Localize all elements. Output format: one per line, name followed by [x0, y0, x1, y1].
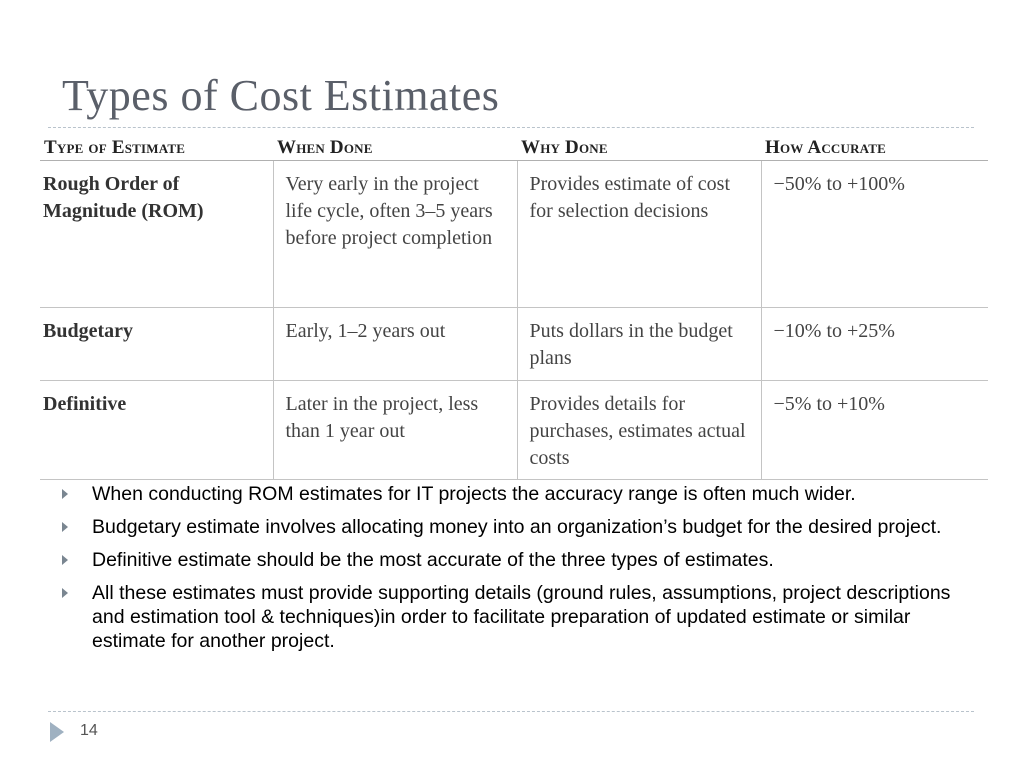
why-done-cell: Provides details for purchases, estimates actual costs	[517, 381, 761, 480]
triangle-right-icon	[50, 722, 64, 742]
list-item	[62, 515, 962, 539]
why-done-cell: Provides estimate of cost for selection decisions	[517, 161, 761, 308]
bullet-text: Budgetary estimate involves allocating money into an organization’s budget for the desired project.	[92, 516, 942, 538]
footer-divider	[48, 711, 974, 712]
when-done-cell: Early, 1–2 years out	[273, 308, 517, 381]
triangle-right-icon	[62, 588, 68, 598]
accuracy-cell: −10% to +25%	[761, 308, 988, 381]
header-type-of-estimate: Type of Estimate	[40, 131, 273, 161]
accuracy-cell: −50% to +100%	[761, 161, 988, 308]
table-header-row	[40, 131, 988, 161]
bullet-text: All these estimates must provide supporting details (ground rules, assumptions, project descriptions and estimation tool & techniques)in order to facilitate preparation of updated estimate or similar estimate for another project.	[92, 582, 951, 652]
estimate-type-cell: Rough Order of Magnitude (ROM)	[40, 161, 273, 308]
title-divider	[48, 127, 974, 128]
bullet-text: When conducting ROM estimates for IT projects the accuracy range is often much wider.	[92, 483, 856, 505]
page-number: 14	[80, 722, 98, 739]
header-why-done: Why Done	[517, 131, 761, 161]
when-done-cell: Later in the project, less than 1 year out	[273, 381, 517, 480]
estimate-type-cell: Budgetary	[40, 308, 273, 381]
cost-estimates-table	[40, 131, 988, 480]
bullet-text: Definitive estimate should be the most accurate of the three types of estimates.	[92, 549, 774, 571]
triangle-right-icon	[62, 522, 68, 532]
slide-title: Types of Cost Estimates	[62, 71, 500, 120]
header-when-done: When Done	[273, 131, 517, 161]
table-row	[40, 161, 988, 308]
list-item	[62, 548, 962, 572]
table-row	[40, 381, 988, 480]
why-done-cell: Puts dollars in the budget plans	[517, 308, 761, 381]
estimate-type-cell: Definitive	[40, 381, 273, 480]
accuracy-cell: −5% to +10%	[761, 381, 988, 480]
list-item	[62, 581, 962, 653]
triangle-right-icon	[62, 555, 68, 565]
bullet-list	[62, 482, 962, 662]
when-done-cell: Very early in the project life cycle, often 3–5 years before project completion	[273, 161, 517, 308]
header-how-accurate: How Accurate	[761, 131, 988, 161]
triangle-right-icon	[62, 489, 68, 499]
table-row	[40, 308, 988, 381]
list-item	[62, 482, 962, 506]
